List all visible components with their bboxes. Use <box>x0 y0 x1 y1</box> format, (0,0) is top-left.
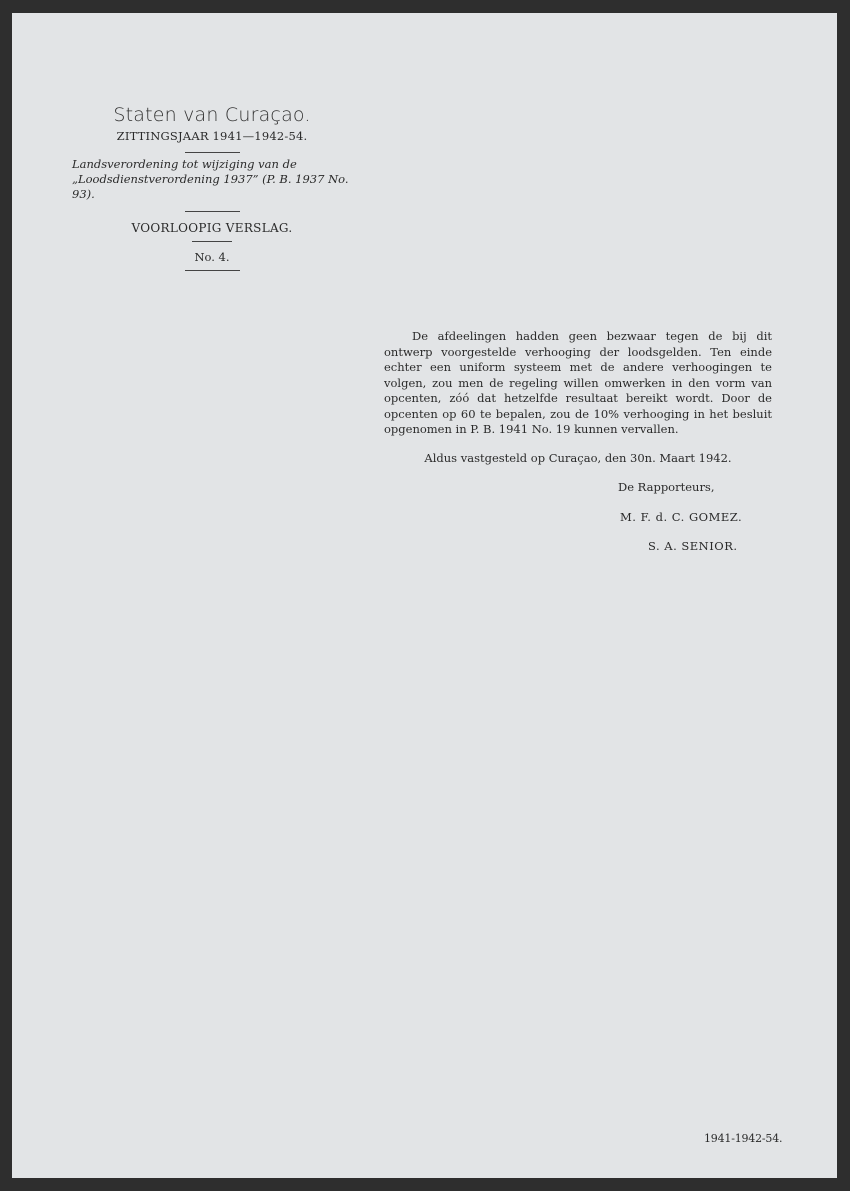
divider <box>192 241 232 242</box>
document-page <box>12 13 837 1178</box>
divider <box>185 152 240 153</box>
signatory-name: M. F. d. C. GOMEZ. <box>620 509 743 524</box>
report-body <box>384 329 772 555</box>
signatory-name: S. A. SENIOR. <box>648 539 738 553</box>
report-title: VOORLOOPIG VERSLAG. <box>131 221 293 235</box>
report-number: No. 4. <box>194 250 230 264</box>
document-id: 1941-1942-54. <box>704 1132 783 1145</box>
divider <box>185 211 240 212</box>
parliament-title: Staten van Curaçao. <box>113 104 311 126</box>
signature-label: De Rapporteurs, <box>618 480 715 494</box>
document-header <box>62 104 362 271</box>
ordinance-title: Landsverordening tot wijziging van de „Loodsdienstverordening 1937” (P. B. 1937 No. 93). <box>72 157 349 201</box>
divider <box>185 270 240 271</box>
session-year: ZITTINGSJAAR 1941—1942-54. <box>116 129 308 143</box>
report-paragraph: De afdeelingen hadden geen bezwaar tegen de bij dit ontwerp voorgestelde verhooging der loodsgelden. Ten einde echter een uniform systeem met de andere verhoogingen te volgen, zou men de regeling willen omwerken in den vorm van opcenten, zóó dat hetzelfde resultaat bereikt wordt. Door de opcenten op 60 te bepalen, zou de 10% verhooging in het besluit opgenomen in P. B. 1941 No. 19 kunnen vervallen. <box>384 329 772 436</box>
closing-line: Aldus vastgesteld op Curaçao, den 30n. Maart 1942. <box>424 450 732 465</box>
